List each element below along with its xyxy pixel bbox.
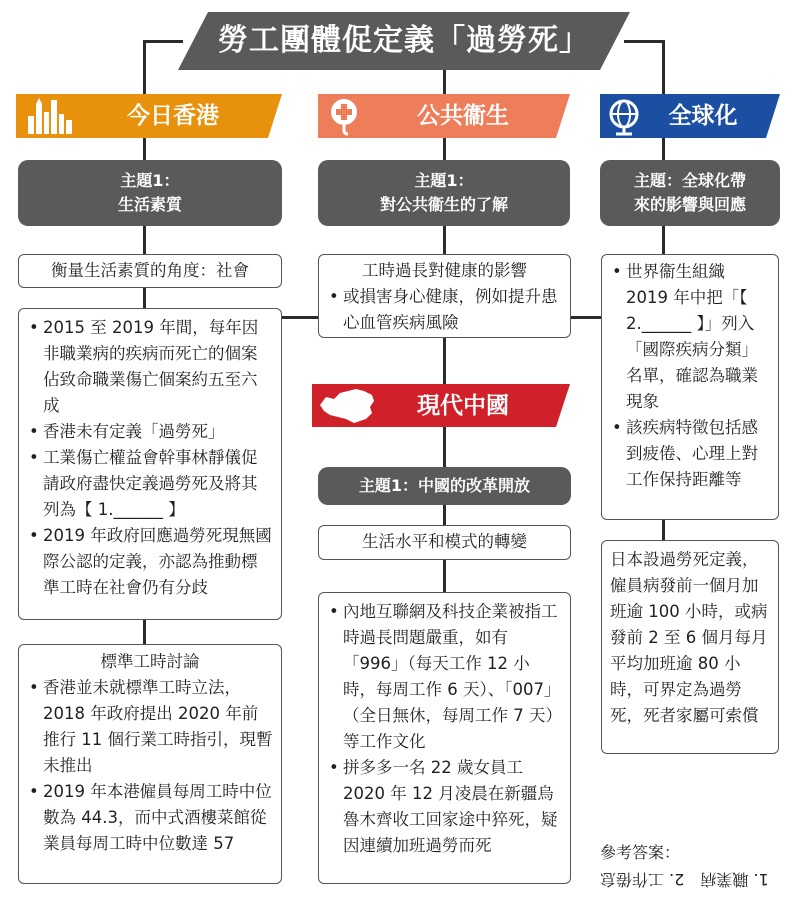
global-facts-box <box>601 254 779 520</box>
theme-box-health <box>318 160 570 226</box>
china-subheading-box <box>318 525 571 560</box>
reference-answers <box>600 840 796 892</box>
china-subheading: 生活水平和模式的轉變 <box>362 532 527 551</box>
category-label: 今日香港 <box>127 103 219 129</box>
connector-line <box>443 505 446 525</box>
answers-label: 參考答案： <box>600 843 681 862</box>
theme-line: 來的影響與回應 <box>633 195 746 214</box>
japan-definition-text: 日本設過勞死定義，僱員病發前一個月加班逾 100 小時，或病發前 2 至 6 個月每月平均加班逾 80 小時，可界定為過勞死，死者家屬可索償 <box>610 550 768 725</box>
china-facts-list <box>327 599 562 859</box>
china-facts-box <box>318 592 571 884</box>
list-item: • 世界衞生組織 2019 年中把「【 2.______ 】」列入「國際疾病分類」名單，確認為職業現象 <box>610 259 770 415</box>
connector-line <box>443 226 446 254</box>
page-title: 勞工團體促定義「過勞死」 <box>218 23 590 58</box>
category-china <box>312 384 570 427</box>
standard-hours-box <box>18 644 282 884</box>
connector-line <box>143 226 146 254</box>
list-item: • 香港未有定義「過勞死」 <box>27 419 273 445</box>
hongkong-facts-list <box>27 315 273 601</box>
china-map-icon <box>316 387 378 440</box>
list-item: • 或損害身心健康，例如提升患心血管疾病風險 <box>327 284 562 336</box>
theme-line: 生活素質 <box>117 195 182 214</box>
standard-hours-heading: 標準工時討論 <box>100 652 200 671</box>
theme-line: 對公共衞生的了解 <box>379 195 508 214</box>
globe-icon <box>604 96 644 151</box>
connector-line <box>571 316 601 319</box>
list-item: • 香港並未就標準工時立法，2018 年政府提出 2020 年前推行 11 個行業工時指引，現暫未推出 <box>27 675 273 779</box>
list-item: • 工業傷亡權益會幹事林靜儀促請政府盡快定義過勞死及將其列為【 1.______ 】 <box>27 445 273 523</box>
connector-line <box>143 620 146 644</box>
list-item: • 內地互聯網及科技企業被指工時過長問題嚴重，如有「996」（每天工作 12 小時，每周工作 6 天）、「007」（全日無休，每周工作 7 天）等工作文化 <box>327 599 562 755</box>
list-item: • 2019 年政府回應過勞死現無國際公認的定義，亦認為推動標準工時在社會仍有分歧 <box>27 523 273 601</box>
list-item: • 2015 至 2019 年間，每年因非職業病的疾病而死亡的個案佔致命職業傷亡個案約五至六成 <box>27 315 273 419</box>
theme-line: 主題1： <box>120 171 180 190</box>
connector-line <box>443 560 446 592</box>
connector-line <box>662 40 665 96</box>
health-impact-box <box>318 254 571 338</box>
theme-line: 主題：全球化帶 <box>633 171 746 190</box>
health-impact-heading: 工時過長對健康的影響 <box>362 261 527 280</box>
connector-line <box>143 138 146 160</box>
japan-definition-box <box>601 540 779 754</box>
theme-line: 主題1： <box>414 171 474 190</box>
category-health <box>318 94 570 138</box>
connector-line <box>143 40 146 96</box>
connector-line <box>282 316 318 319</box>
health-impact-list <box>327 284 562 336</box>
connector-line <box>662 138 665 160</box>
connector-line <box>443 427 446 467</box>
connector-line <box>443 338 446 384</box>
connector-line <box>624 40 664 43</box>
title-banner <box>178 12 630 70</box>
connector-line <box>443 70 446 94</box>
category-label: 現代中國 <box>417 393 509 419</box>
connector-line <box>443 138 446 160</box>
category-global <box>600 94 780 138</box>
connector-line <box>662 520 665 540</box>
theme-box-china <box>318 467 571 505</box>
connector-line <box>662 226 665 254</box>
theme-line: 主題1：中國的改革開放 <box>358 476 531 495</box>
standard-hours-list <box>27 675 273 857</box>
list-item: • 2019 年本港僱員每周工時中位數為 44.3，而中式酒樓菜館從業員每周工時中位數達 57 <box>27 779 273 857</box>
connector-line <box>143 40 183 43</box>
list-item: • 該疾病特徵包括感到疲倦、心理上對工作保持距離等 <box>610 415 770 493</box>
category-label: 全球化 <box>668 103 738 129</box>
perspective-box <box>18 254 282 288</box>
theme-box-global <box>600 160 780 226</box>
city-skyline-icon <box>24 98 76 149</box>
category-hongkong <box>16 94 282 138</box>
theme-box-hongkong <box>18 160 282 226</box>
connector-line <box>143 288 146 308</box>
hongkong-facts-box <box>18 308 282 620</box>
category-label: 公共衞生 <box>417 103 509 129</box>
list-item: • 拼多多一名 22 歲女員工 2020 年 12 月凌晨在新疆烏魯木齊收工回家途中猝死，疑因連續加班過勞而死 <box>327 755 562 859</box>
global-facts-list <box>610 259 770 493</box>
perspective-text: 衡量生活素質的角度：社會 <box>51 261 249 280</box>
medical-cross-icon <box>324 96 364 151</box>
answers-text: 1. 職業病 2. 工作倦怠 <box>600 870 769 889</box>
